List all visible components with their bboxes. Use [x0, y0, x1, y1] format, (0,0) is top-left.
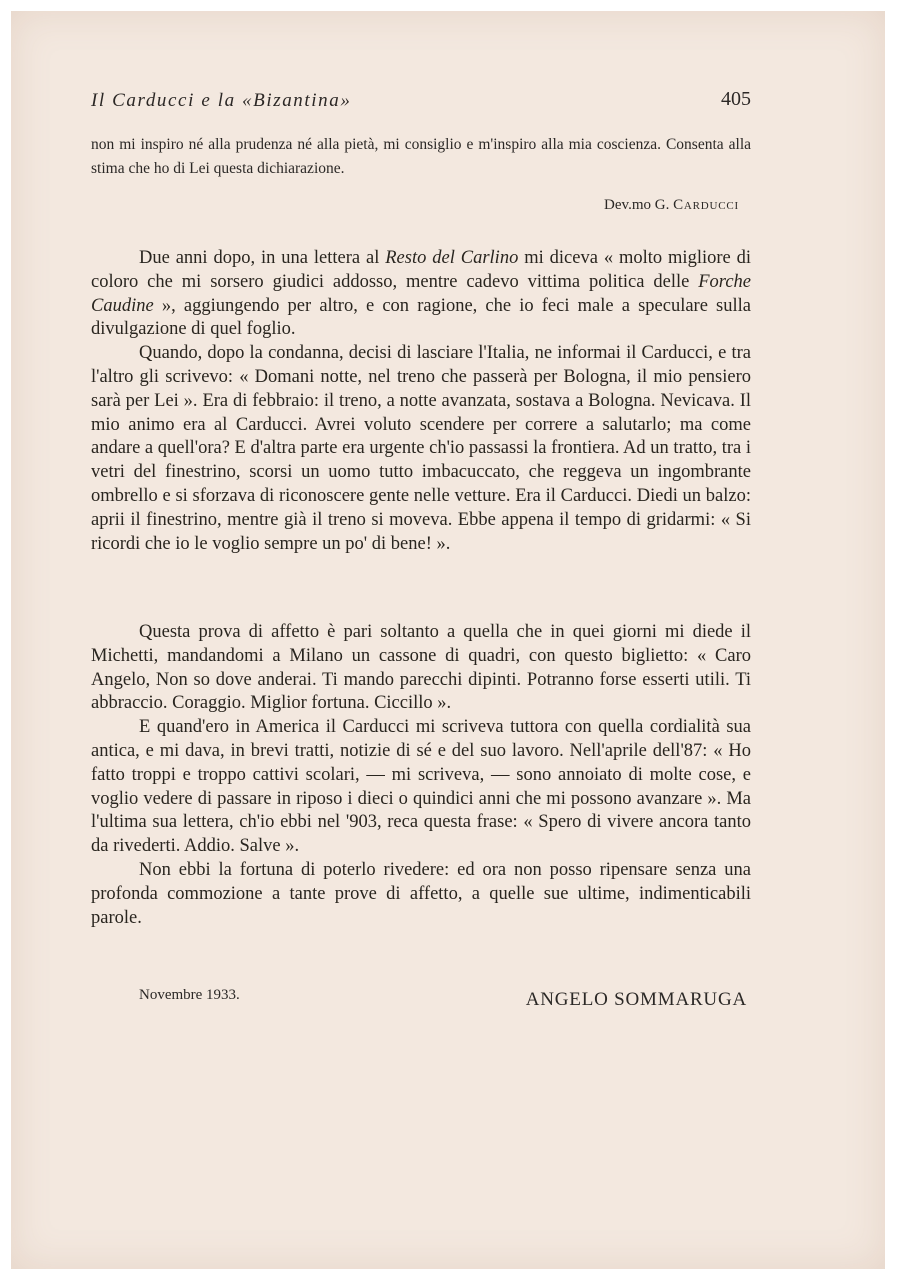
book-page	[11, 11, 885, 1269]
paragraph: Due anni dopo, in una lettera al Resto del Carlino mi diceva « molto migliore di coloro che mi sorsero giudici addosso, mentre cadevo vittima politica delle Forche Caudine », aggiungendo per altro, e con ragione, che io feci male a speculare sulla divulgazione di quel foglio.	[91, 248, 752, 340]
letter-signoff	[604, 197, 739, 214]
closing-date: Novembre 1933.	[139, 987, 240, 1003]
paragraph: E quand'ero in America il Carducci mi scriveva tuttora con quella cordialità sua antica, e mi dava, in brevi tratti, notizie di sé e del suo lavoro. Nell'aprile dell'87: « Ho fatto troppi e troppo cattivi scolari, — mi scriveva, — sono annoiato di molte cose, e voglio vedere di passare in riposo i dieci o quindici anni che mi possono avanzare ». Ma l'ultima sua lettera, ch'io ebbi nel '903, reca questa frase: « Spero di vivere ancora tanto da rivederti. Addio. Salve ».	[91, 717, 751, 857]
paragraph: Questa prova di affetto è pari soltanto a quella che in quei giorni mi diede il Michetti, mandandomi a Milano un cassone di quadri, con questo biglietto: « Caro Angelo, Non so dove anderai. Ti mando parecchi dipinti. Potranno forse esserti utili. Ti abbraccio. Coraggio. Miglior fortuna. Ciccillo ».	[91, 622, 751, 714]
paragraph: Non ebbi la fortuna di poterlo rivedere: ed ora non posso ripensare senza una profonda commozione a tante prove di affetto, a quelle sue ultime, indimenticabili parole.	[91, 859, 751, 928]
signoff-name: Carducci	[673, 197, 739, 213]
page-number: 405	[721, 88, 751, 110]
book-title: Forche Caudine	[91, 271, 751, 316]
author-signature: ANGELO SOMMARUGA	[525, 989, 747, 1010]
signoff-prefix: Dev.mo G.	[604, 197, 670, 213]
running-title: Il Carducci e la «Bizantina»	[91, 90, 352, 111]
letter-closing-text: non mi inspiro né alla prudenza né alla pietà, mi consiglio e m'inspiro alla mia coscienza. Consenta alla stima che ho di Lei questa dichiarazione.	[91, 136, 751, 177]
body-section-1	[91, 247, 751, 556]
page-header	[91, 90, 751, 120]
newspaper-title: Resto del Carlino	[385, 248, 519, 268]
body-section-2	[91, 621, 751, 930]
paragraph: Quando, dopo la condanna, decisi di lasciare l'Italia, ne informai il Carducci, e tra l'altro gli scrivevo: « Domani notte, nel treno che passerà per Bologna, il mio pensiero sarà per Lei ». Era di febbraio: il treno, a notte avanzata, sostava a Bologna. Nevicava. Il mio animo era al Carducci. Avrei voluto scendere per correre a salutarlo; ma come andare a quell'ora? E d'altra parte era urgente ch'io passassi la frontiera. Ad un tratto, tra i vetri del finestrino, scorsi un uomo tutto imbacuccato, che reggeva un ingombrante ombrello e si sforzava di riconoscere gente nelle vetture. Era il Carducci. Diedi un balzo: aprii il finestrino, mentre già il treno si moveva. Ebbe appena il tempo di gridarmi: « Si ricordi che io le voglio sempre un po' di bene! ».	[91, 343, 751, 554]
